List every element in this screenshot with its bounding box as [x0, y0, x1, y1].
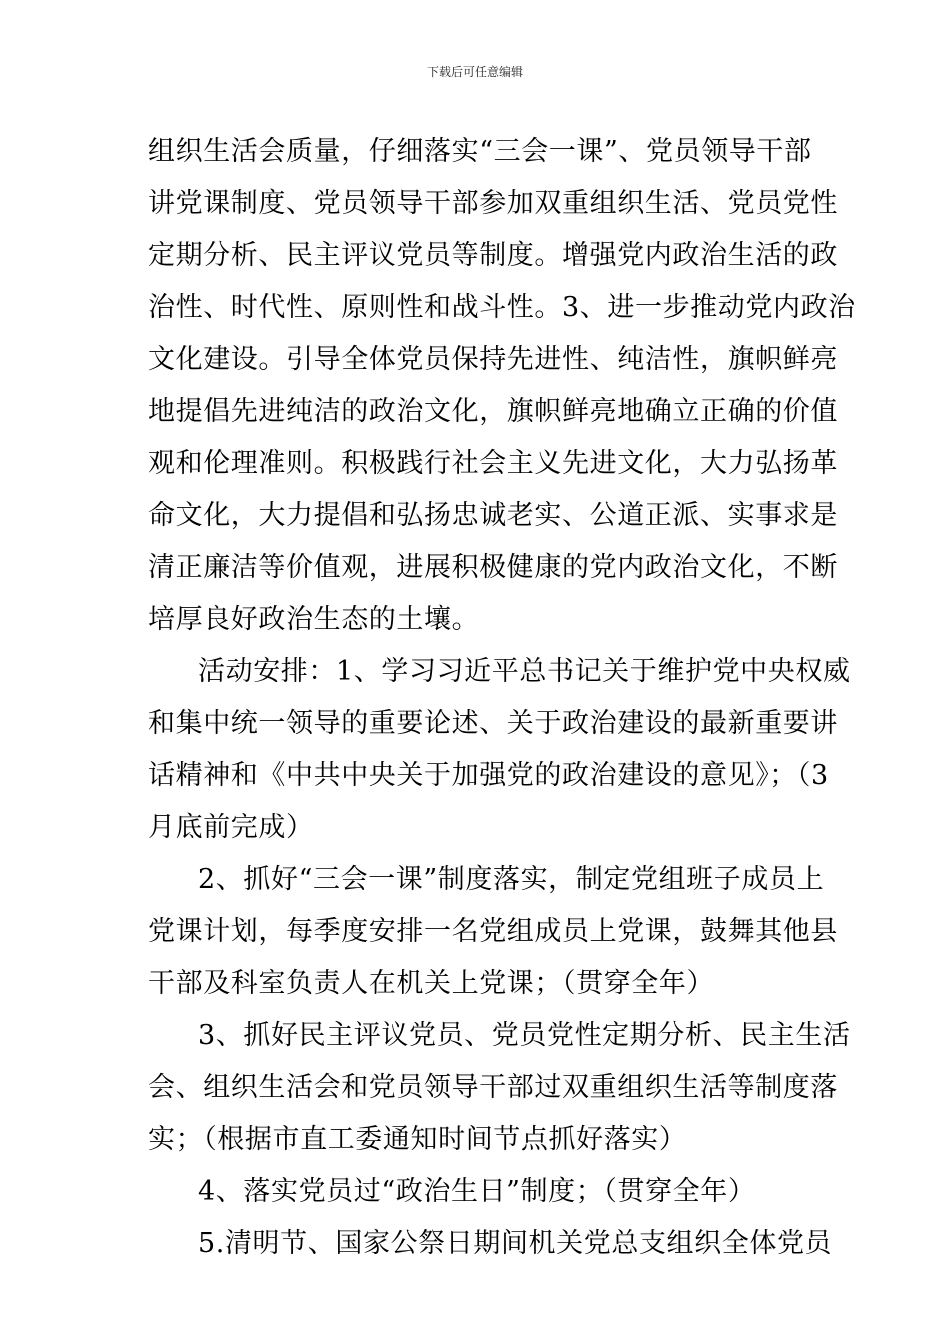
- text-line: 地提倡先进纯洁的政治文化，旗帜鲜亮地确立正确的价值: [148, 396, 838, 427]
- text-line: 定期分析、民主评议党员等制度。增强党内政治生活的政: [148, 240, 838, 271]
- text-line: 实；（根据市直工委通知时间节点抓好落实）: [148, 1124, 687, 1155]
- text-line: 会、组织生活会和党员领导干部过双重组织生活等制度落: [148, 1072, 838, 1103]
- text-line: 治性、时代性、原则性和战斗性。3、进一步推动党内政治: [148, 292, 856, 323]
- paragraph-start-line: 2、抓好“三会一课”制度落实，制定党组班子成员上: [198, 864, 825, 895]
- text-line: 文化建设。引导全体党员保持先进性、纯洁性，旗帜鲜亮: [148, 344, 838, 375]
- paragraph-start-line: 4、落实党员过“政治生日”制度；（贯穿全年）: [198, 1176, 756, 1207]
- text-line: 讲党课制度、党员领导干部参加双重组织生活、党员党性: [148, 188, 838, 219]
- text-line: 组织生活会质量，仔细落实“三会一课”、党员领导干部: [148, 136, 812, 167]
- text-line: 话精神和《中共中央关于加强党的政治建设的意见》；（3: [148, 760, 829, 791]
- text-line: 培厚良好政治生态的土壤。: [148, 604, 480, 635]
- text-line: 月底前完成）: [148, 812, 314, 843]
- paragraph-start-line: 活动安排：1、学习习近平总书记关于维护党中央权威: [198, 656, 851, 687]
- page-header: 下载后可任意编辑: [426, 65, 523, 79]
- text-line: 党课计划，每季度安排一名党组成员上党课，鼓舞其他县: [148, 916, 838, 947]
- document-body: [148, 126, 856, 1270]
- paragraph-start-line: 5.清明节、国家公祭日期间机关党总支组织全体党员: [198, 1228, 833, 1259]
- text-line: 清正廉洁等价值观，进展积极健康的党内政治文化，不断: [148, 552, 838, 583]
- text-line: 观和伦理准则。积极践行社会主义先进文化，大力弘扬革: [148, 448, 838, 479]
- text-line: 和集中统一领导的重要论述、关于政治建设的最新重要讲: [148, 708, 838, 739]
- text-line: 命文化，大力提倡和弘扬忠诚老实、公道正派、实事求是: [148, 500, 838, 531]
- text-line: 干部及科室负责人在机关上党课；（贯穿全年）: [148, 968, 715, 999]
- paragraph-start-line: 3、抓好民主评议党员、党员党性定期分析、民主生活: [198, 1020, 851, 1051]
